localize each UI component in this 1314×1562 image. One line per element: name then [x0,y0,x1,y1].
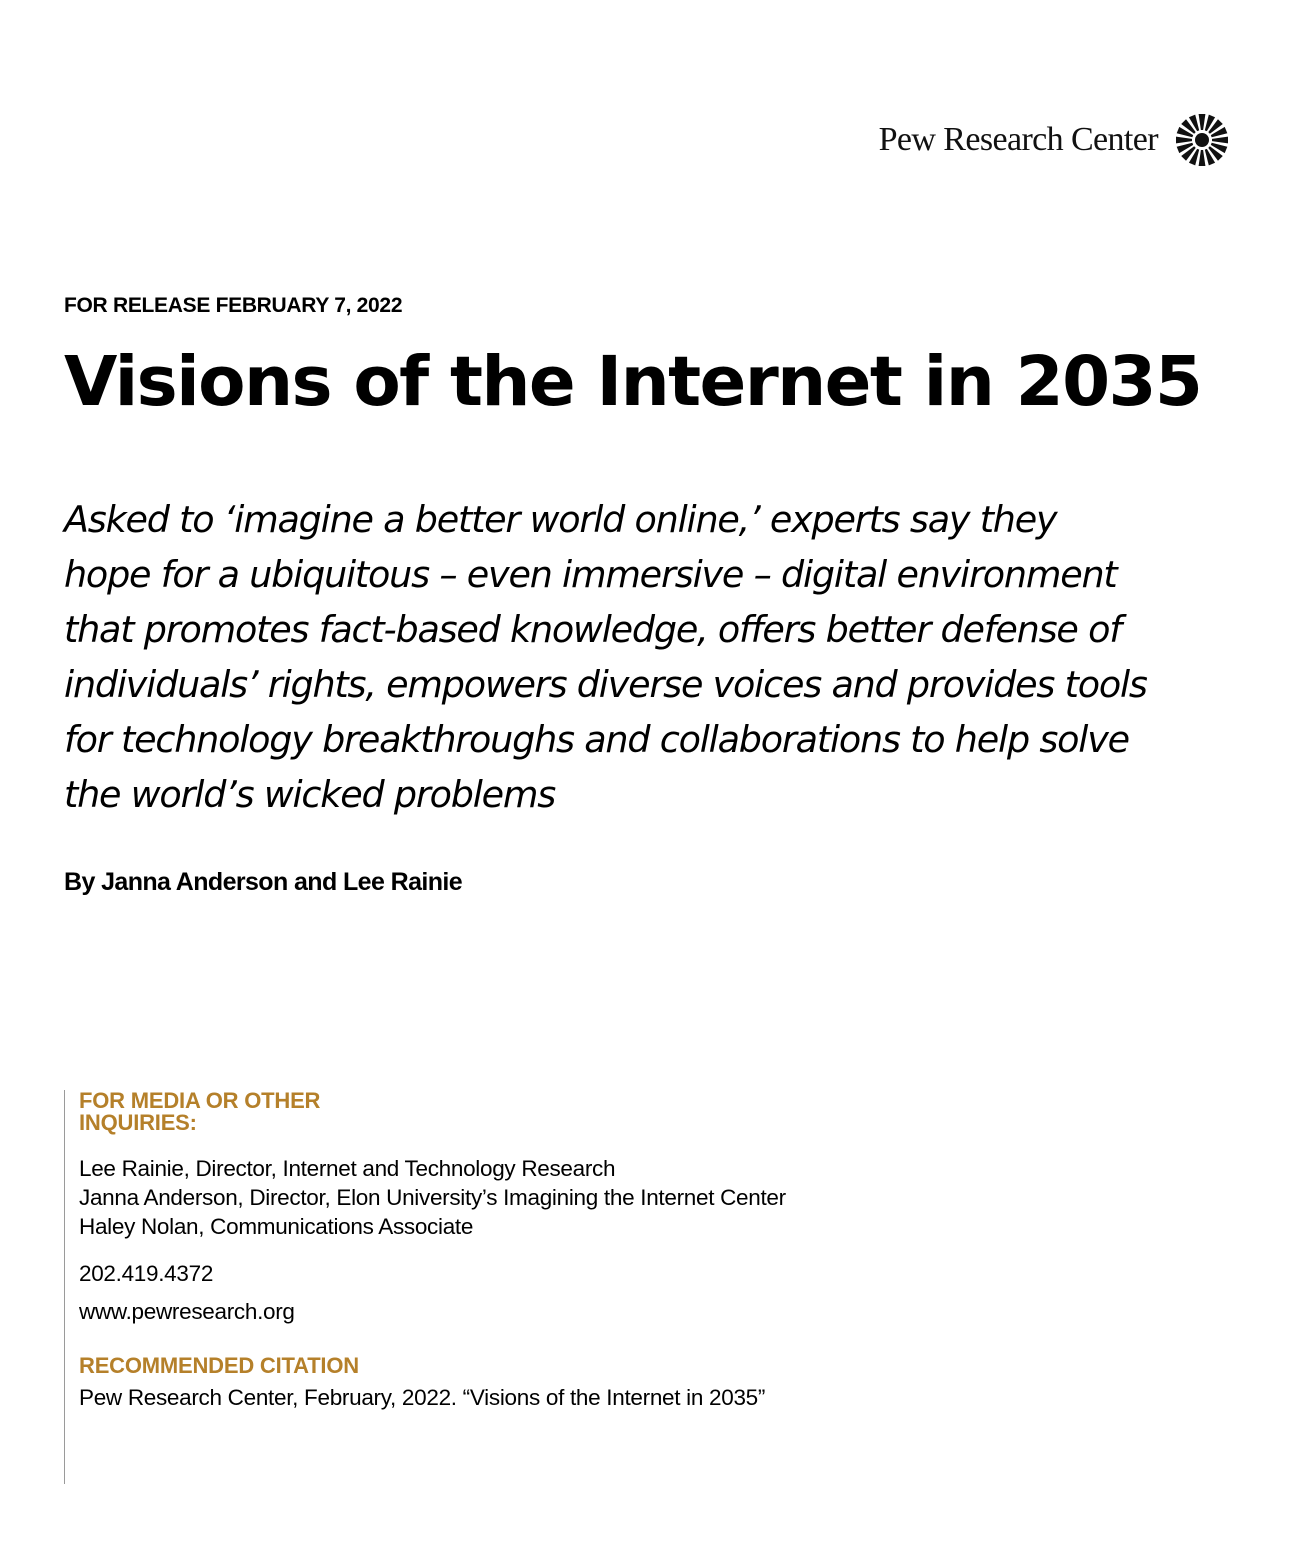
subtitle-line: Asked to ‘imagine a better world online,’ experts say they [64,498,1057,541]
subtitle-line: that promotes fact-based knowledge, offers better defense of [64,608,1121,651]
contact-item: Janna Anderson, Director, Elon University’s Imagining the Internet Center [79,1185,786,1210]
sunburst-ray [1176,137,1192,144]
citation-heading: RECOMMENDED CITATION [79,1353,359,1378]
sunburst-ray [1212,137,1228,144]
logo-text: Pew Research Center [878,121,1158,158]
heading-line: FOR MEDIA OR OTHER [79,1088,321,1113]
phone-number: 202.419.4372 [79,1261,214,1286]
sunburst-ray [1199,150,1206,166]
release-date: FOR RELEASE FEBRUARY 7, 2022 [64,294,403,317]
citation-text: Pew Research Center, February, 2022. “Visions of the Internet in 2035” [79,1385,766,1410]
sunburst-ray [1199,114,1206,130]
subtitle-line: hope for a ubiquitous – even immersive – digital environment [64,553,1117,596]
inquiries-sidebar [64,1090,1164,1484]
contact-item: Lee Rainie, Director, Internet and Technology Research [79,1156,616,1181]
contact-list [79,1154,1164,1241]
subtitle-line: the world’s wicked problems [64,773,556,816]
sunburst-center [1195,133,1209,147]
pew-logo [879,112,1230,168]
subtitle-line: for technology breakthroughs and collaborations to help solve [64,718,1129,761]
byline: By Janna Anderson and Lee Rainie [64,868,463,896]
subtitle-line: individuals’ rights, empowers diverse voices and provides tools [64,663,1147,706]
contact-item: Haley Nolan, Communications Associate [79,1214,474,1239]
report-subtitle [64,492,1274,822]
report-title: Visions of the Internet in 2035 [64,342,1202,422]
media-inquiries-heading [79,1090,1164,1134]
website-link[interactable]: www.pewresearch.org [79,1299,295,1324]
sunburst-logo-icon [1174,112,1230,168]
heading-line: INQUIRIES: [79,1110,197,1135]
